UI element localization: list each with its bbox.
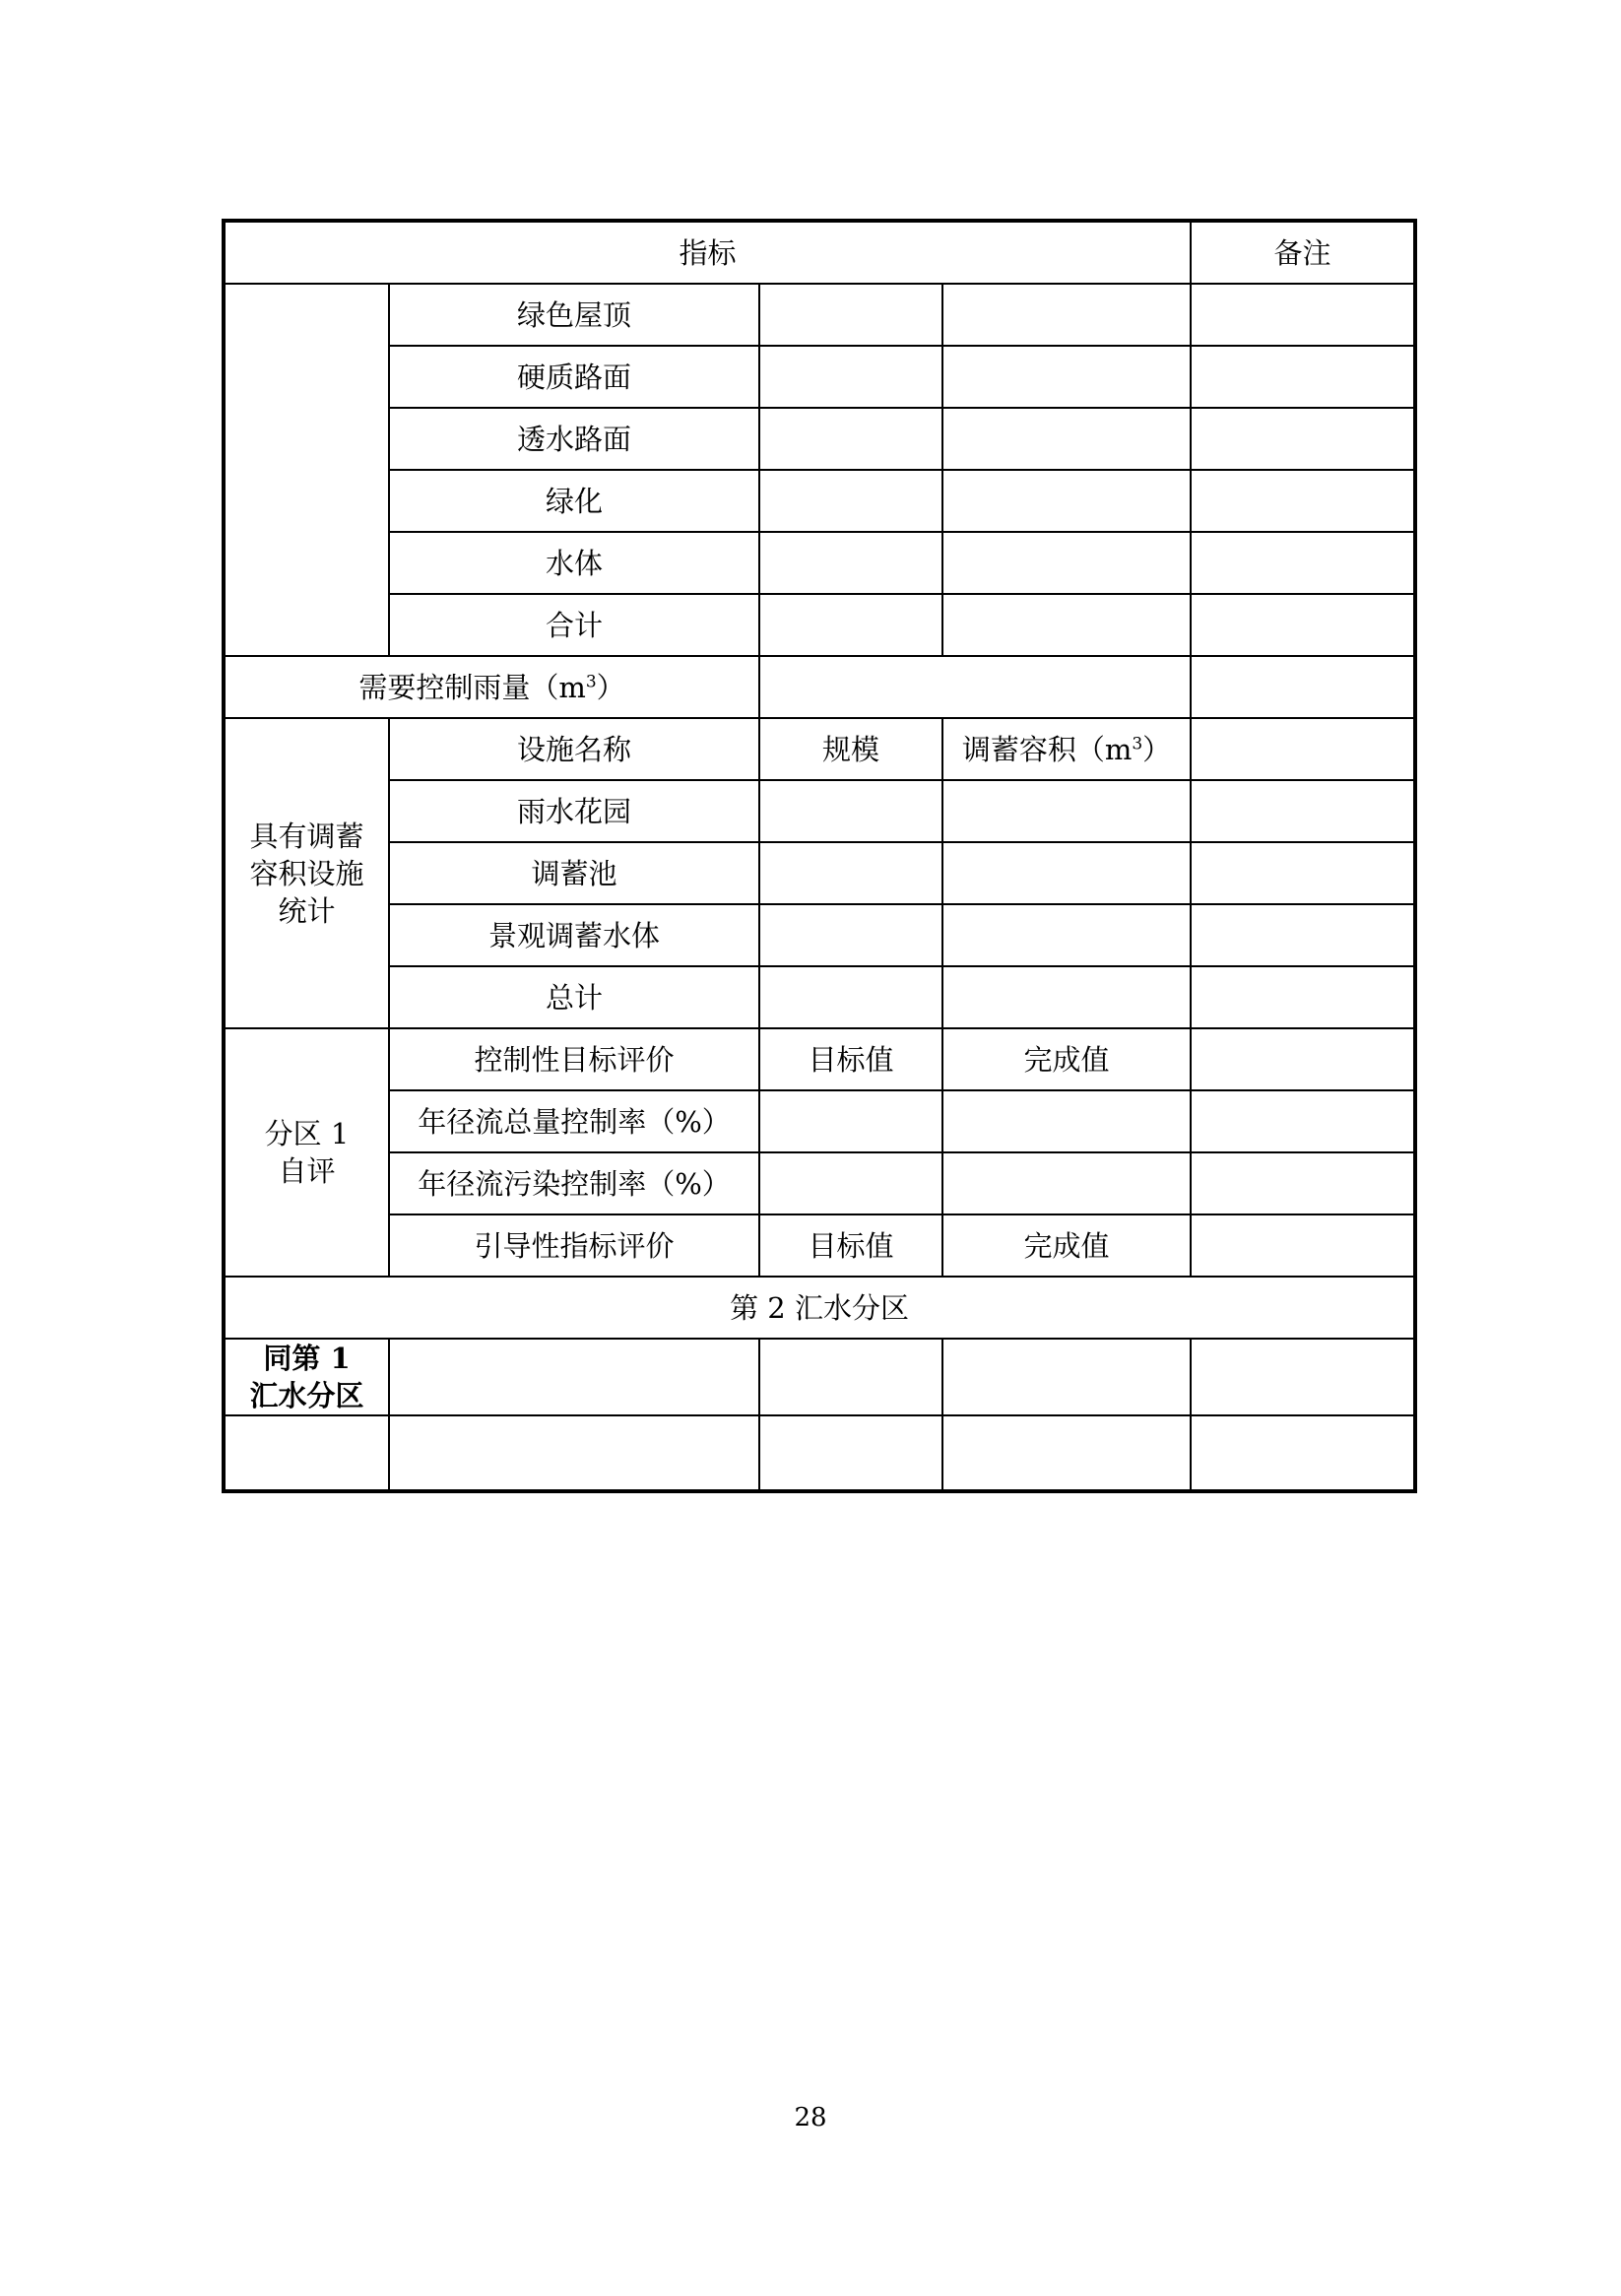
storage-header-scale: 规模 bbox=[759, 718, 942, 780]
table-cell bbox=[1191, 718, 1415, 780]
table-cell bbox=[1191, 656, 1415, 718]
area-row-label: 绿色屋顶 bbox=[389, 284, 759, 346]
table-cell bbox=[1191, 284, 1415, 346]
rain-volume-label bbox=[224, 656, 759, 718]
table-row bbox=[224, 470, 1415, 532]
storage-group-cell bbox=[224, 718, 389, 1028]
table-cell bbox=[942, 1415, 1191, 1491]
storage-group-label: 具有调蓄容积设施统计 bbox=[249, 819, 364, 928]
zone1-row-label: 引导性指标评价 bbox=[389, 1214, 759, 1277]
table-cell bbox=[759, 904, 942, 966]
table-row bbox=[224, 966, 1415, 1028]
table-row bbox=[224, 408, 1415, 470]
zone1-row-label: 控制性目标评价 bbox=[389, 1028, 759, 1090]
zone1-row-label: 年径流总量控制率（%） bbox=[389, 1090, 759, 1152]
table-cell bbox=[759, 966, 942, 1028]
table-cell bbox=[224, 1415, 389, 1491]
table-cell bbox=[1191, 408, 1415, 470]
area-row-label: 合计 bbox=[389, 594, 759, 656]
header-indicator: 指标 bbox=[224, 221, 1191, 284]
rain-volume-row bbox=[224, 656, 1415, 718]
storage-row-label: 总计 bbox=[389, 966, 759, 1028]
table-cell bbox=[1191, 1415, 1415, 1491]
area-row-label: 透水路面 bbox=[389, 408, 759, 470]
area-row-label: 硬质路面 bbox=[389, 346, 759, 408]
table-cell bbox=[759, 470, 942, 532]
table-cell bbox=[1191, 532, 1415, 594]
table-row bbox=[224, 532, 1415, 594]
table-cell bbox=[1191, 966, 1415, 1028]
table-cell bbox=[1191, 1339, 1415, 1415]
table-cell bbox=[759, 532, 942, 594]
zone1-done: 完成值 bbox=[942, 1028, 1191, 1090]
table-row bbox=[224, 1152, 1415, 1214]
storage-header-facility: 设施名称 bbox=[389, 718, 759, 780]
storage-row-label: 景观调蓄水体 bbox=[389, 904, 759, 966]
table-cell bbox=[1191, 346, 1415, 408]
zone2-note-row bbox=[224, 1339, 1415, 1415]
table-cell bbox=[942, 904, 1191, 966]
table-row bbox=[224, 842, 1415, 904]
rain-volume-text: 需要控制雨量（m bbox=[358, 670, 586, 704]
table-row bbox=[224, 1415, 1415, 1491]
area-row-label: 水体 bbox=[389, 532, 759, 594]
table-header-row bbox=[224, 221, 1415, 284]
table-cell bbox=[1191, 1214, 1415, 1277]
table-cell bbox=[942, 408, 1191, 470]
zone1-target bbox=[759, 1090, 942, 1152]
header-remarks: 备注 bbox=[1191, 221, 1415, 284]
table-cell bbox=[942, 842, 1191, 904]
table-cell bbox=[759, 284, 942, 346]
table-cell bbox=[1191, 904, 1415, 966]
table-cell bbox=[942, 470, 1191, 532]
table-cell bbox=[759, 594, 942, 656]
table-cell bbox=[759, 1339, 942, 1415]
storage-row-label: 调蓄池 bbox=[389, 842, 759, 904]
zone1-done bbox=[942, 1090, 1191, 1152]
table-row bbox=[224, 594, 1415, 656]
table-cell bbox=[1191, 1028, 1415, 1090]
storage-volume-sup: 3 bbox=[1132, 733, 1143, 754]
table-cell bbox=[942, 966, 1191, 1028]
table-row bbox=[224, 1214, 1415, 1277]
zone1-target: 目标值 bbox=[759, 1214, 942, 1277]
evaluation-table bbox=[222, 219, 1417, 1493]
table-cell bbox=[1191, 842, 1415, 904]
table-cell bbox=[759, 780, 942, 842]
table-cell bbox=[942, 284, 1191, 346]
zone1-group-cell bbox=[224, 1028, 389, 1277]
table-row bbox=[224, 904, 1415, 966]
table-cell bbox=[942, 780, 1191, 842]
table-cell bbox=[759, 656, 1191, 718]
storage-volume-text: 调蓄容积（m bbox=[961, 732, 1133, 766]
zone2-note-cell bbox=[224, 1339, 389, 1415]
table-cell bbox=[1191, 1090, 1415, 1152]
storage-header-row bbox=[224, 718, 1415, 780]
zone1-target: 目标值 bbox=[759, 1028, 942, 1090]
table-cell bbox=[1191, 470, 1415, 532]
zone1-done: 完成值 bbox=[942, 1214, 1191, 1277]
table-row bbox=[224, 284, 1415, 346]
storage-header-volume bbox=[942, 718, 1191, 780]
table-row bbox=[224, 346, 1415, 408]
page-number: 28 bbox=[794, 2103, 827, 2132]
table-cell bbox=[942, 1339, 1191, 1415]
rain-volume-sup: 3 bbox=[585, 671, 597, 691]
table-row bbox=[224, 1090, 1415, 1152]
table-cell bbox=[942, 594, 1191, 656]
table-cell bbox=[1191, 780, 1415, 842]
table-cell bbox=[759, 1415, 942, 1491]
table-cell bbox=[759, 346, 942, 408]
storage-row-label: 雨水花园 bbox=[389, 780, 759, 842]
table-row bbox=[224, 1028, 1415, 1090]
area-group-cell bbox=[224, 284, 389, 656]
zone1-done bbox=[942, 1152, 1191, 1214]
table-cell bbox=[1191, 1152, 1415, 1214]
zone2-title: 第 2 汇水分区 bbox=[224, 1277, 1415, 1339]
zone2-note: 同第 1 汇水分区 bbox=[249, 1342, 364, 1412]
zone1-row-label: 年径流污染控制率（%） bbox=[389, 1152, 759, 1214]
zone1-group-label: 分区 1 自评 bbox=[264, 1117, 350, 1188]
table-row bbox=[224, 780, 1415, 842]
table-cell bbox=[759, 408, 942, 470]
table-cell bbox=[389, 1339, 759, 1415]
table-cell bbox=[389, 1415, 759, 1491]
table-cell bbox=[759, 842, 942, 904]
rain-volume-close: ） bbox=[596, 670, 625, 704]
table-cell bbox=[942, 346, 1191, 408]
area-row-label: 绿化 bbox=[389, 470, 759, 532]
zone2-title-row bbox=[224, 1277, 1415, 1339]
zone1-target bbox=[759, 1152, 942, 1214]
storage-volume-close: ） bbox=[1142, 732, 1172, 766]
table-cell bbox=[942, 532, 1191, 594]
table-cell bbox=[1191, 594, 1415, 656]
